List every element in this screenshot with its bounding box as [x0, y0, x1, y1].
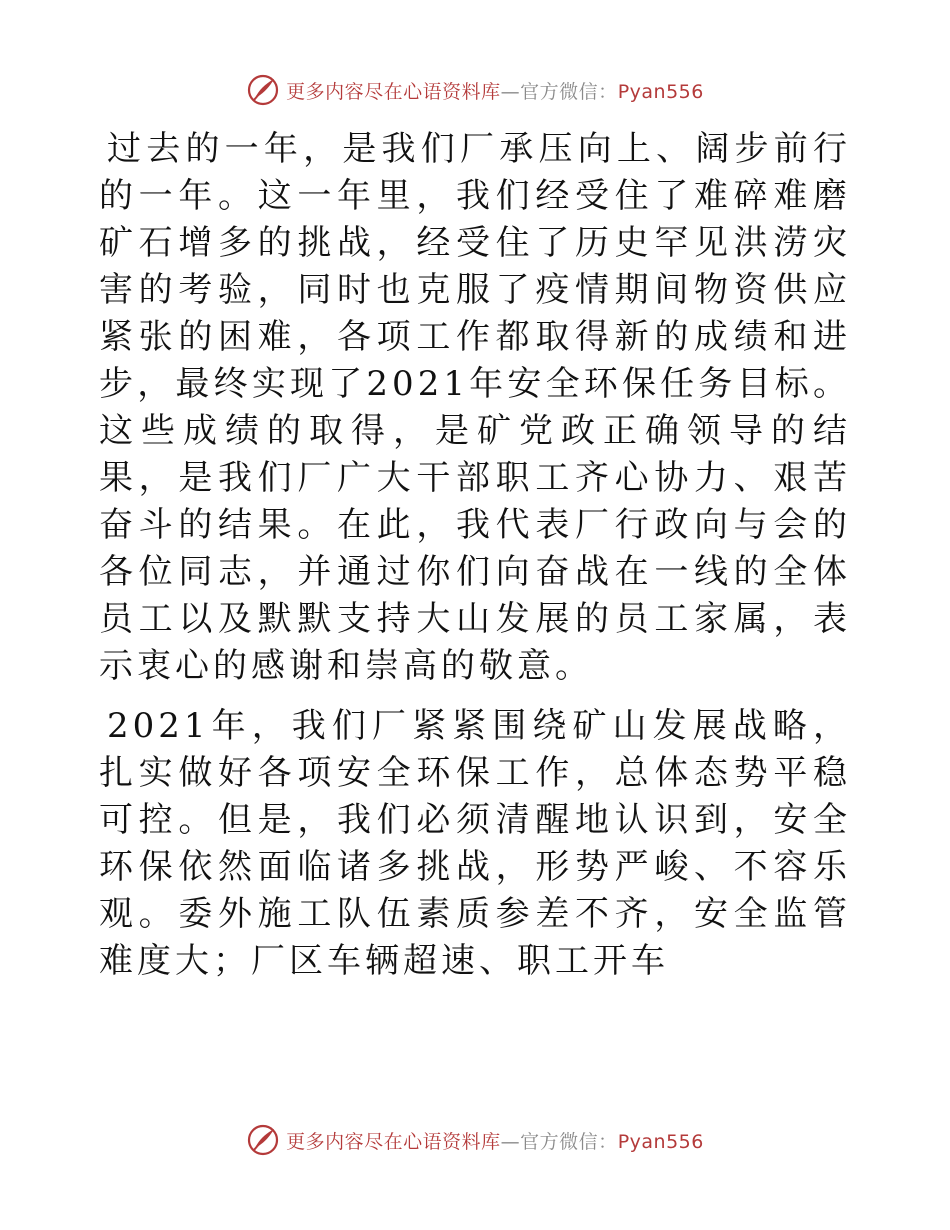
header-banner	[0, 72, 950, 108]
banner-main-text: 更多内容尽在心语资料库	[286, 1130, 501, 1153]
banner-wechat-id: Pyan556	[617, 80, 704, 103]
banner-text	[286, 77, 704, 104]
banner-sub-text: 官方微信：	[520, 80, 618, 103]
paragraph-2: 2021年，我们厂紧紧围绕矿山发展战略，扎实做好各项安全环保工作，总体态势平稳可控。但是，我们必须清醒地认识到，安全环保依然面临诸多挑战，形势严峻、不容乐观。委外施工队伍素质参差不齐，安全监管难度大；厂区车辆超速、职工开车	[99, 706, 851, 981]
document-body	[99, 126, 851, 985]
banner-sub-text: 官方微信：	[520, 1130, 618, 1153]
feather-pen-logo-icon	[246, 1123, 280, 1157]
feather-pen-logo-icon	[246, 73, 280, 107]
banner-main-text: 更多内容尽在心语资料库	[286, 80, 501, 103]
footer-banner	[0, 1122, 950, 1158]
banner-dash: —	[500, 1130, 521, 1153]
banner-text	[286, 1127, 704, 1154]
banner-wechat-id: Pyan556	[617, 1130, 704, 1153]
paragraph-1: 过去的一年，是我们厂承压向上、阔步前行的一年。这一年里，我们经受住了难碎难磨矿石增多的挑战，经受住了历史罕见洪涝灾害的考验，同时也克服了疫情期间物资供应紧张的困难，各项工作都取得新的成绩和进步，最终实现了2021年安全环保任务目标。这些成绩的取得，是矿党政正确领导的结果，是我们厂广大干部职工齐心协力、艰苦奋斗的结果。在此，我代表厂行政向与会的各位同志，并通过你们向奋战在一线的全体员工以及默默支持大山发展的员工家属，表示衷心的感谢和崇高的敬意。	[99, 129, 851, 686]
banner-dash: —	[500, 80, 521, 103]
